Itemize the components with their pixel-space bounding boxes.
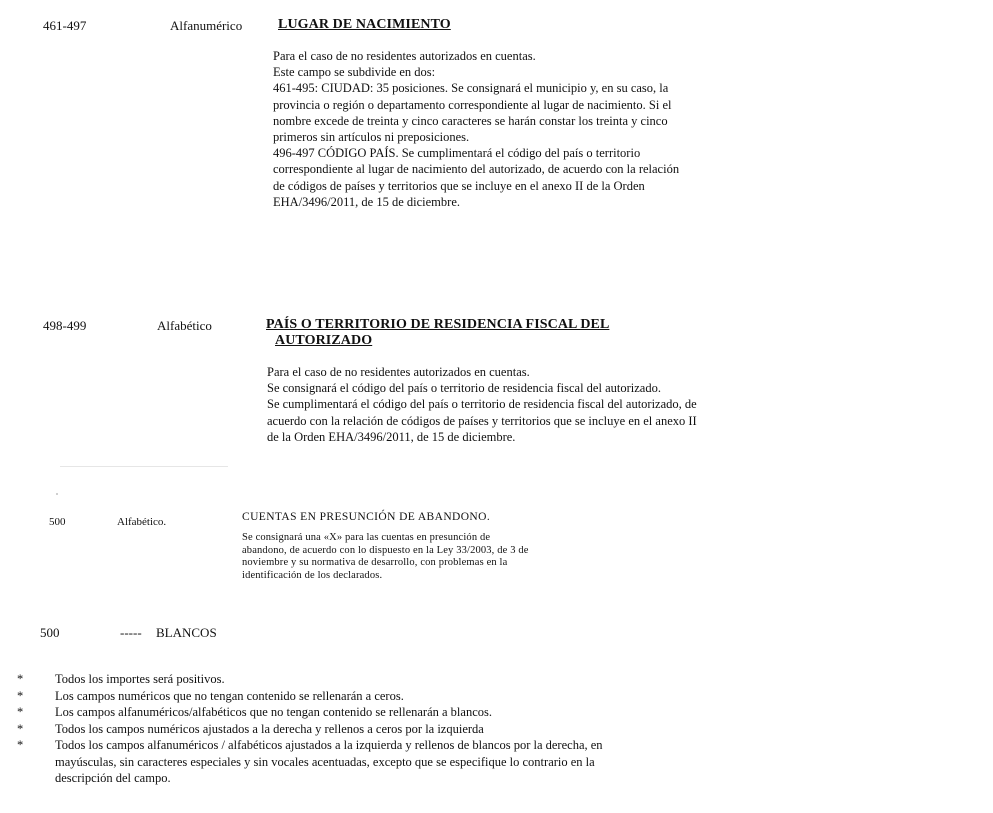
note-item (17, 754, 977, 771)
notes-list (17, 671, 977, 787)
scan-artifact-dot (56, 493, 58, 495)
entry-3-line: identificación de los declarados. (242, 569, 383, 581)
note-text: Los campos alfanuméricos/alfabéticos que no tengan contenido se rellenarán a blancos. (55, 705, 492, 719)
entry-2-type: Alfabético (157, 318, 212, 333)
entry-1-position: 461-497 (43, 18, 87, 33)
entry-2-line: Para el caso de no residentes autorizados en cuentas. (267, 365, 530, 379)
entry-2-description (267, 364, 697, 445)
note-text: Todos los campos numéricos ajustados a la derecha y rellenos a ceros por la izquierda (55, 721, 484, 736)
entry-3-title: CUENTAS EN PRESUNCIÓN DE ABANDONO. (242, 511, 491, 523)
entry-2-title-line-1: PAÍS O TERRITORIO DE RESIDENCIA FISCAL DEL (266, 317, 610, 332)
note-item (17, 770, 977, 787)
entry-1-line: correspondiente al lugar de nacimiento del autorizado, de acuerdo con la relación (273, 162, 680, 177)
note-item (17, 704, 977, 721)
entry-3-position: 500 (49, 516, 66, 528)
entry-3-description (242, 532, 529, 582)
entry-2-position: 498-499 (43, 318, 87, 333)
entry-1-line: Para el caso de no residentes autorizados en cuentas. (273, 49, 536, 63)
note-text: Los campos numéricos que no tengan contenido se rellenarán a ceros. (55, 688, 404, 703)
entry-2-line: de la Orden EHA/3496/2011, de 15 de diciembre. (267, 429, 516, 444)
entry-1-line: 496-497 CÓDIGO PAÍS. Se cumplimentará el código del país o territorio (273, 146, 641, 161)
scan-artifact-line (60, 466, 228, 467)
note-item (17, 688, 977, 705)
note-text: mayúsculas, sin caracteres especiales y sin vocales acentuadas, excepto que se especifique lo contrario en la (55, 754, 595, 769)
entry-1-line: de códigos de países y territorios que se incluye en el anexo II de la Orden (273, 178, 645, 193)
bullet-icon: * (17, 705, 24, 719)
bullet-icon: * (17, 738, 24, 752)
entry-1-line: provincia o región o departamento correspondiente al lugar de nacimiento. Si el (273, 97, 672, 112)
note-item (17, 671, 977, 688)
entry-1-line: 461-495: CIUDAD: 35 posiciones. Se consignará el municipio y, en su caso, la (273, 81, 669, 96)
bullet-icon: * (17, 672, 24, 686)
note-text: Todos los campos alfanuméricos / alfabéticos ajustados a la izquierda y rellenos de blancos por la derecha, en (55, 738, 603, 752)
entry-1-title: LUGAR DE NACIMIENTO (278, 17, 451, 32)
note-text: Todos los importes será positivos. (55, 672, 225, 686)
bullet-icon: * (17, 688, 24, 703)
entry-4-dashes: ----- (120, 625, 142, 640)
note-text: descripción del campo. (55, 771, 171, 785)
entry-1-line: primeros sin artículos ni preposiciones. (273, 130, 470, 145)
entry-4-title: BLANCOS (156, 625, 217, 640)
entry-4-position: 500 (40, 625, 60, 640)
entry-1-type: Alfanumérico (170, 18, 243, 33)
entry-2-line: acuerdo con la relación de códigos de países y territorios que se incluye en el anexo II (267, 413, 697, 428)
note-item (17, 737, 977, 754)
entry-2-title-line-2: AUTORIZADO (275, 333, 373, 348)
entry-1-line: Este campo se subdivide en dos: (273, 65, 436, 80)
bullet-icon: * (17, 721, 24, 736)
entry-3-line: noviembre y su normativa de desarrollo, con problemas en la (242, 557, 508, 568)
entry-1-description (273, 48, 679, 210)
entry-2-line: Se cumplimentará el código del país o territorio de residencia fiscal del autorizado, de (267, 397, 697, 412)
note-item (17, 721, 977, 738)
entry-3-type: Alfabético. (117, 516, 167, 528)
entry-1-line: nombre excede de treinta y cinco caracteres se harán constar los treinta y cinco (273, 113, 668, 128)
entry-3-line: Se consignará una «X» para las cuentas en presunción de (242, 532, 491, 543)
entry-2-line: Se consignará el código del país o territorio de residencia fiscal del autorizado. (267, 381, 661, 396)
entry-1-line: EHA/3496/2011, de 15 de diciembre. (273, 194, 460, 209)
entry-3-line: abandono, de acuerdo con lo dispuesto en la Ley 33/2003, de 3 de (242, 544, 529, 556)
